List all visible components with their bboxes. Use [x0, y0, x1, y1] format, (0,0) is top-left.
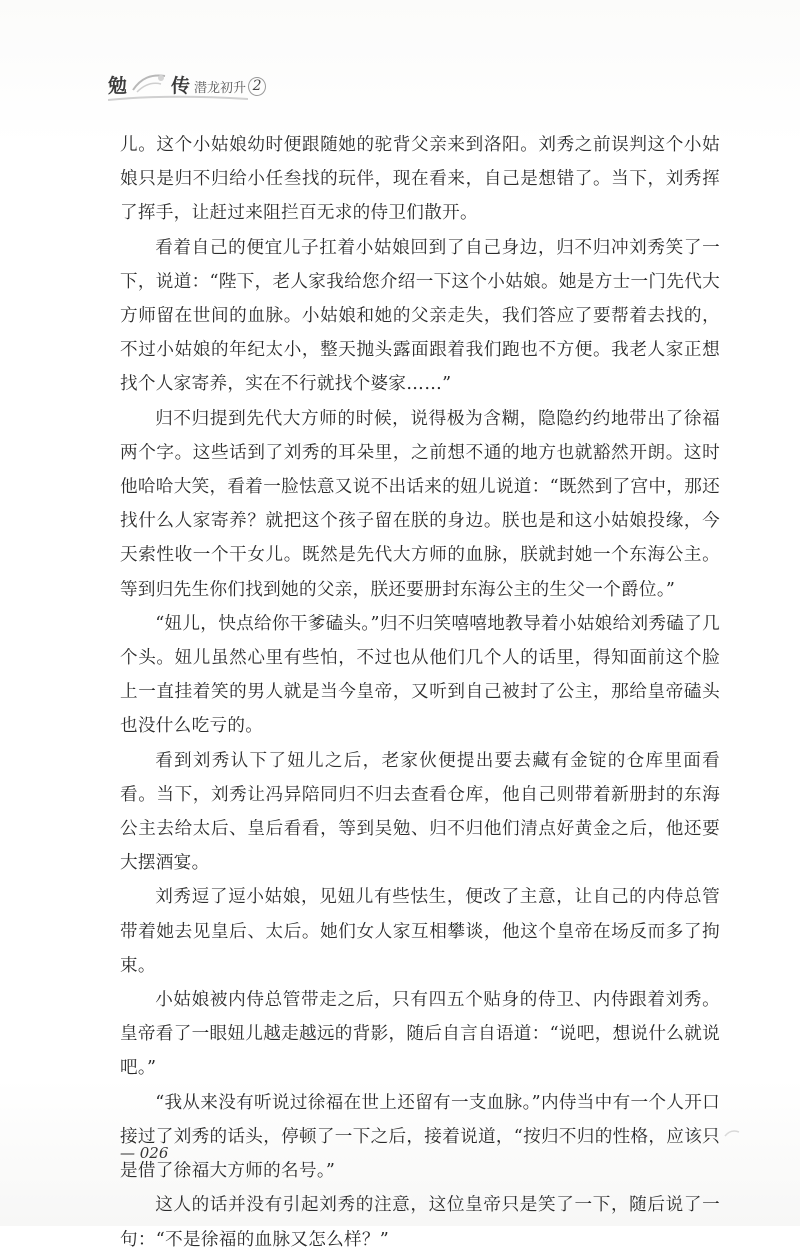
- page-number: — 026: [120, 1144, 169, 1162]
- paragraph-3: 归不归提到先代大方师的时候，说得极为含糊，隐隐约约地带出了徐福两个字。这些话到了刘秀的耳朵里，之前想不通的地方也就豁然开朗。这时他哈哈大笑，看着一脸怯意又说不出话来的妞儿说道：“既然到了宫中，那还找什么人家寄养？就把这个孩子留在朕的身边。朕也是和这小姑娘投缘，今天索性收一个干女儿。既然是先代大方师的血脉，朕就封她一个东海公主。等到归先生你们找到她的父亲，朕还要册封东海公主的生父一个爵位。”: [120, 408, 720, 600]
- header-title-char-1: 勉: [108, 75, 128, 97]
- paragraph-8: “我从来没有听说过徐福在世上还留有一支血脉。”内侍当中有一个人开口接过了刘秀的话头，停顿了一下之后，接着说道，“按归不归的性格，应该只是借了徐福大方师的名号。”: [120, 1092, 720, 1182]
- header-subtitle: 潜龙初升: [194, 81, 247, 96]
- paragraph-6: 刘秀逗了逗小姑娘，见妞儿有些怯生，便改了主意，让自己的内侍总管带着她去见皇后、太后。她们女人家互相攀谈，他这个皇帝在场反而多了拘束。: [120, 887, 720, 976]
- paragraph-4: “妞儿，快点给你干爹磕头。”归不归笑嘻嘻地教导着小姑娘给刘秀磕了几个头。妞儿虽然心里有些怕，不过也从他们几个人的话里，得知面前这个脸上一直挂着笑的男人就是当今皇帝，又听到自己被封了公主，那给皇帝磕头也没什么吃亏的。: [120, 613, 720, 737]
- header-volume-number: 2: [248, 77, 266, 96]
- running-header: [108, 52, 368, 96]
- paragraph-2: 看着自己的便宜儿子扛着小姑娘回到了自己身边，归不归冲刘秀笑了一下，说道：“陛下，老人家我给您介绍一下这个小姑娘。她是方士一门先代大方师留在世间的血脉。小姑娘和她的父亲走失，我们答应了要帮着去找的，不过小姑娘的年纪太小，整天抛头露面跟着我们跑也不方便。我老人家正想找个人家寄养，实在不行就找个婆家……”: [120, 237, 720, 395]
- header-title-char-2: 传: [171, 75, 191, 97]
- paragraph-7: 小姑娘被内侍总管带走之后，只有四五个贴身的侍卫、内侍跟着刘秀。皇帝看了一眼妞儿越走越远的背影，随后自言自语道：“说吧，想说什么就说吧。”: [120, 990, 720, 1079]
- paragraph-5: 看到刘秀认下了妞儿之后，老家伙便提出要去藏有金锭的仓库里面看看。当下，刘秀让冯异陪同归不归去查看仓库，他自己则带着新册封的东海公主去给太后、皇后看看，等到吴勉、归不归他们清点好黄金之后，他还要大摆酒宴。: [120, 750, 720, 874]
- paragraph-1: 儿。这个小姑娘幼时便跟随她的驼背父亲来到洛阳。刘秀之前误判这个小姑娘只是归不归给小任叁找的玩伴，现在看来，自己是想错了。当下，刘秀挥了挥手，让赶过来阻拦百无求的侍卫们散开。: [120, 135, 720, 224]
- header-ornament-icon: [131, 70, 169, 96]
- header-swoosh-icon: [108, 94, 248, 102]
- paragraph-9: 这人的话并没有引起刘秀的注意，这位皇帝只是笑了一下，随后说了一句：“不是徐福的血脉又怎么样？”: [120, 1195, 720, 1250]
- body-text: [120, 128, 720, 1257]
- corner-smudge-icon: [724, 1128, 740, 1138]
